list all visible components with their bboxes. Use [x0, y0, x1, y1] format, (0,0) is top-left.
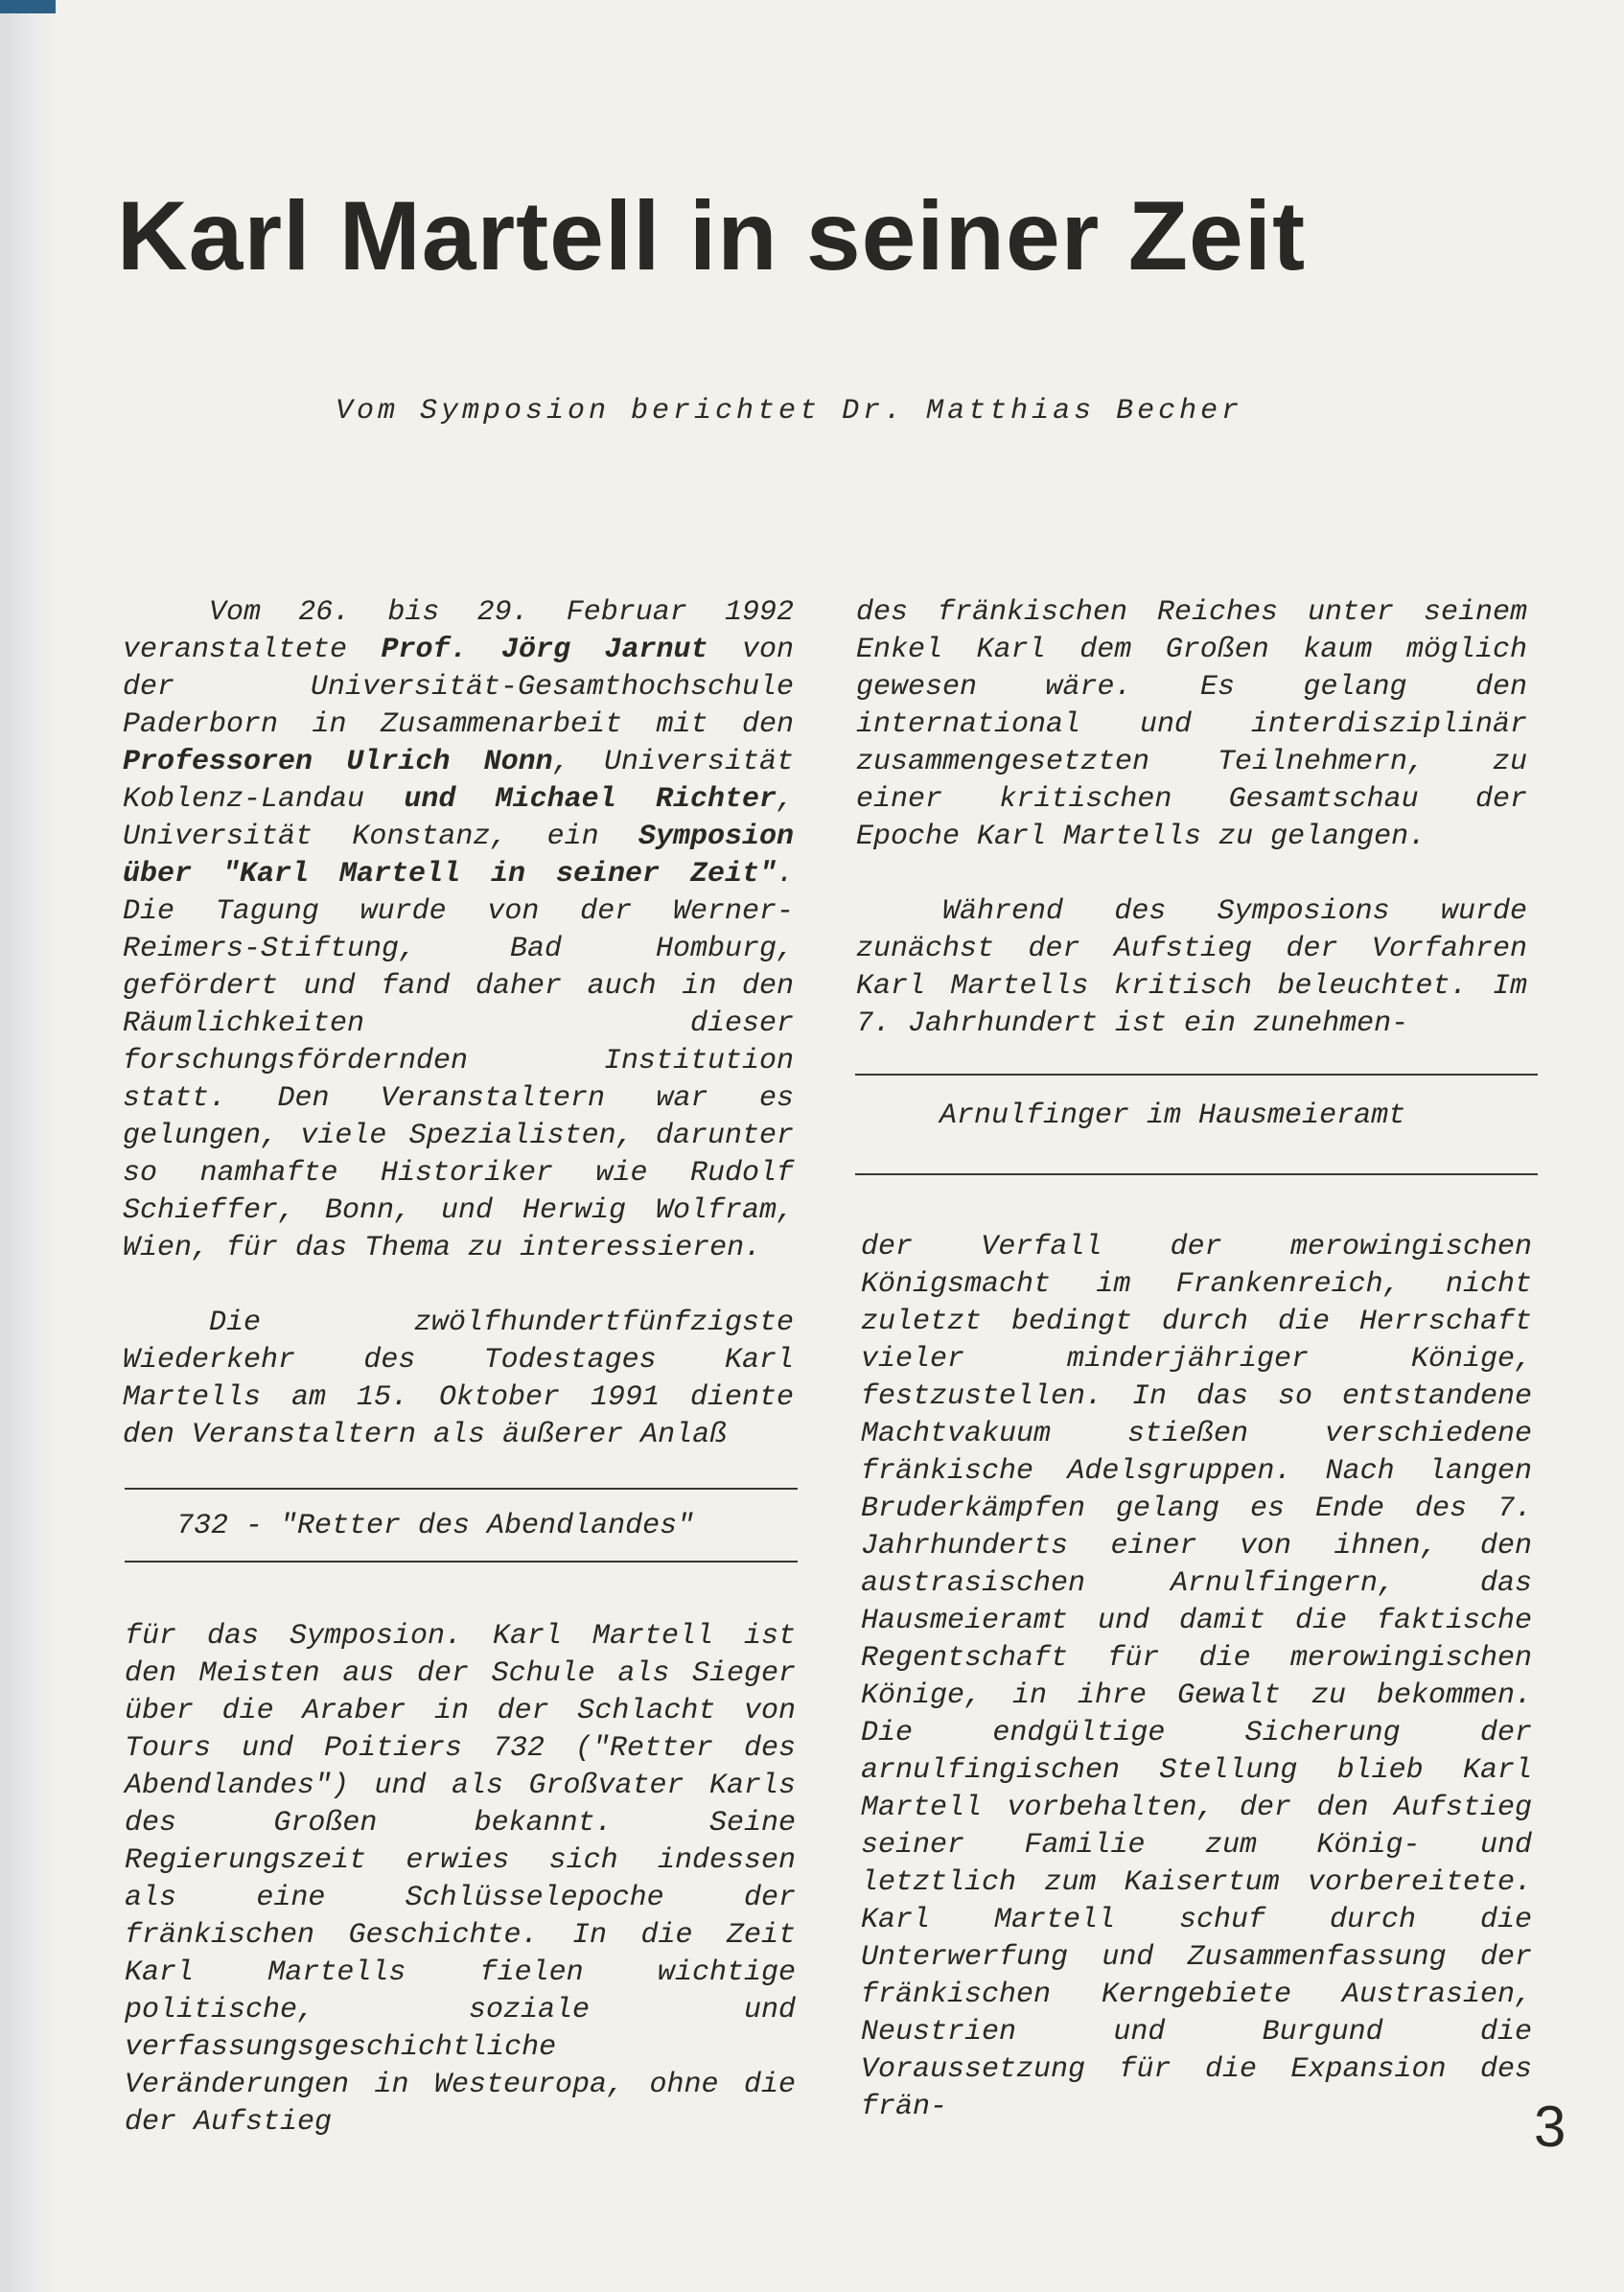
- left-paragraph-3: für das Symposion. Karl Martell ist den Meisten aus der Schule als Sieger über die Araber in der Schlacht von Tours und Poitiers 732 ("Retter des Abendlandes") und als Großvater Karls des Großen bekannt. Seine Regierungszeit erwies sich indessen als eine Schlüsselepoche der fränkischen Geschichte. In die Zeit Karl Martells fielen wichtige politische, soziale und verfassungsgeschichtliche Veränderungen in Westeuropa, ohne die der Aufstieg: [125, 1620, 796, 2139]
- gutter-accent: [0, 0, 56, 13]
- bold-run: Symposion über "Karl Martell in seiner Zeit": [123, 821, 794, 891]
- text-run: , Universität Koblenz-Landau: [123, 746, 794, 816]
- rule-bottom: [125, 1561, 798, 1563]
- page-gutter: [0, 0, 56, 2292]
- subheading-label: Arnulfinger im Hausmeieramt: [940, 1100, 1406, 1132]
- left-column-bottom: [125, 1618, 796, 2142]
- subheading-left: [125, 1488, 798, 1563]
- bold-run: Professoren Ulrich Nonn: [123, 746, 553, 778]
- article-byline: Vom Symposion berichtet Dr. Matthias Becher: [336, 395, 1243, 428]
- bold-run: und Michael Richter: [404, 783, 777, 816]
- right-column-top: [856, 594, 1527, 1043]
- rule-bottom: [855, 1173, 1538, 1175]
- right-paragraph-3: der Verfall der merowingischen Königsmacht im Frankenreich, nicht zuletzt bedingt durch die Herrschaft vieler minderjähriger Könige, festzustellen. In das so entstandene Machtvakuum stießen verschiedene fränkische Adelsgruppen. Nach langen Bruderkämpfen gelang es Ende des 7. Jahrhunderts einer von ihnen, den austrasischen Arnulfingern, das Hausmeieramt und damit die faktische Regentschaft für die merowingischen Könige, in ihre Gewalt zu bekommen. Die endgültige Sicherung der arnulfingischen Stellung blieb Karl Martell vorbehalten, der den Aufstieg seiner Familie zum König- und letztlich zum Kaisertum vorbereitete. Karl Martell schuf durch die Unterwerfung und Zusammenfassung der fränkischen Kerngebiete Austrasien, Neustrien und Burgund die Voraussetzung für die Expansion des frän-: [861, 1231, 1532, 2123]
- article-title: Karl Martell in seiner Zeit: [117, 181, 1307, 290]
- bold-run: Prof. Jörg Jarnut: [381, 634, 708, 666]
- text-run: , Universität Konstanz, ein: [123, 783, 794, 853]
- right-paragraph-2: Während des Symposions wurde zunächst der Aufstieg der Vorfahren Karl Martells kritisch beleuchtet. Im 7. Jahrhundert ist ein zunehmen-: [856, 895, 1527, 1040]
- left-paragraph-1: [123, 594, 794, 1267]
- right-paragraph-1: des fränkischen Reiches unter seinem Enkel Karl dem Großen kaum möglich gewesen wäre. Es gelang den international und interdisziplinär zusammengesetzten Teilnehmern, zu einer kritischen Gesamtschau der Epoche Karl Martells zu gelangen.: [856, 596, 1527, 853]
- text-run: von der Universität-Gesamthochschule Paderborn in Zusammenarbeit mit den: [123, 634, 794, 741]
- text-run: . Die Tagung wurde von der Werner-Reimers-Stiftung, Bad Homburg, gefördert und fand daher auch in den Räumlichkeiten dieser forschungsfördernden Institution statt. Den Veranstaltern war es gelungen, viele Spezialisten, darunter so namhafte Historiker wie Rudolf Schieffer, Bonn, und Herwig Wolfram, Wien, für das Thema zu interessieren.: [123, 858, 794, 1264]
- left-paragraph-2: Die zwölfhundertfünfzigste Wiederkehr des Todestages Karl Martells am 15. Oktober 1991 diente den Veranstaltern als äußerer Anlaß: [123, 1307, 794, 1451]
- text-run: Vom 26. bis 29. Februar 1992 veranstaltete: [123, 596, 794, 666]
- subheading-right: [855, 1074, 1538, 1175]
- page-number: 3: [1534, 2095, 1566, 2159]
- left-column-top: [123, 594, 794, 1454]
- right-column-bottom: [861, 1229, 1532, 2126]
- subheading-label: 732 - "Retter des Abendlandes": [176, 1510, 695, 1542]
